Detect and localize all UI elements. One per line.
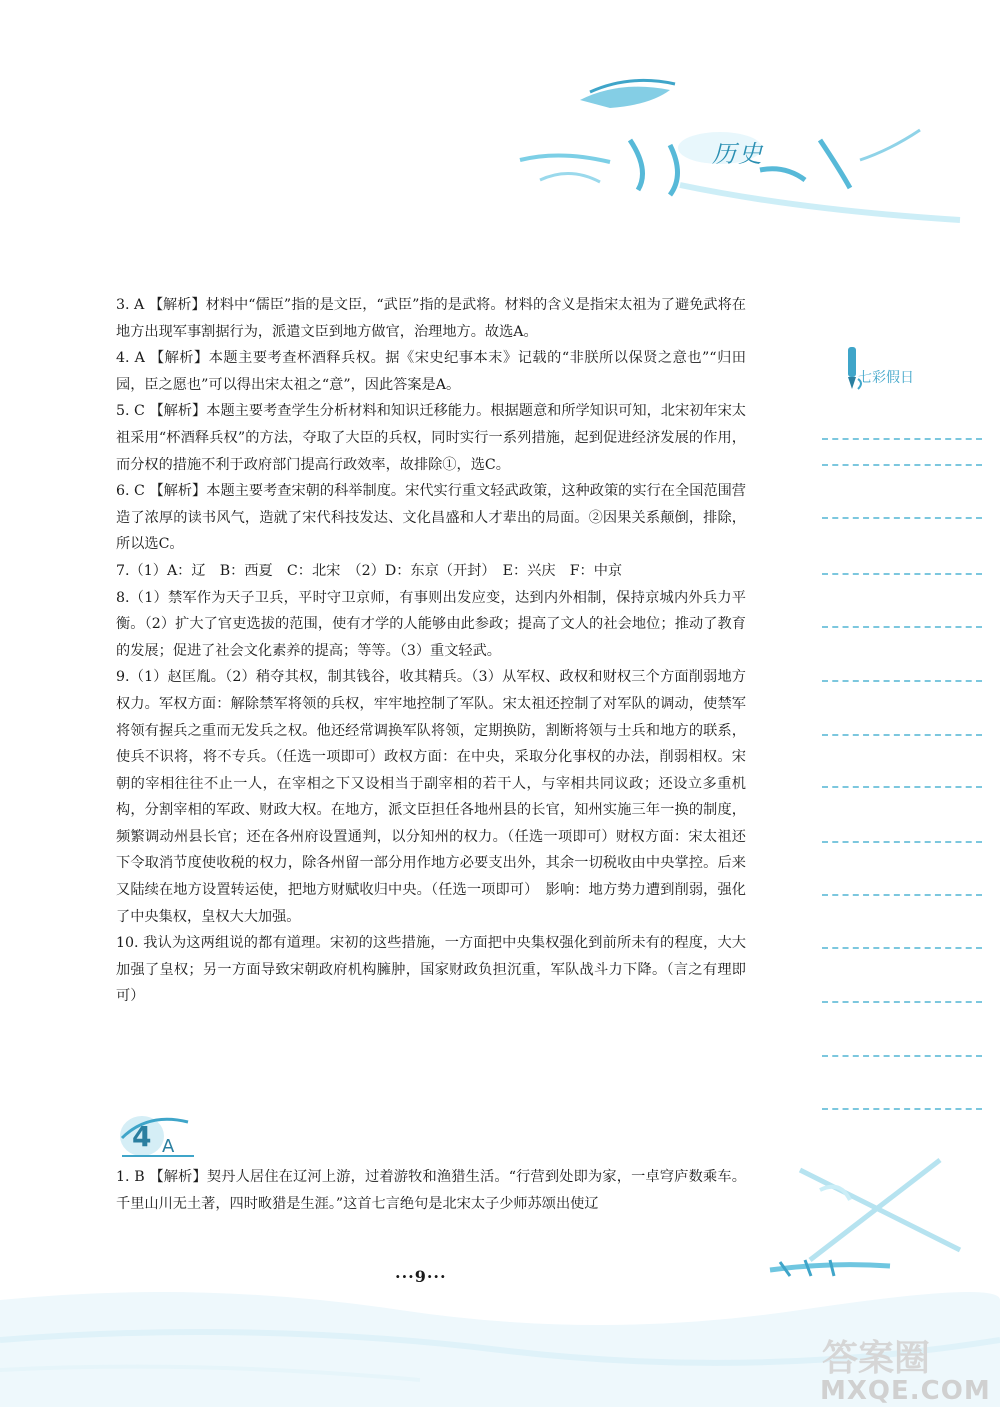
note-line [822, 517, 982, 519]
page-number: ···9··· [395, 1267, 447, 1286]
answer-item: 9.（1）赵匡胤。（2）稍夺其权，制其钱谷，收其精兵。（3）从军权、政权和财权三个方面削弱地方权力。军权方面：解除禁军将领的兵权，牢牢地控制了军队。宋太祖还控制了对军队的调动，使禁军将领有握兵之重而无发兵之权。他还经常调换军队将领，定期换防，割断将领与士兵和地方的联系，使兵不识将，将不专兵。（任选一项即可）政权方面：在中央，采取分化事权的办法，削弱相权。宋朝的宰相往往不止一人，在宰相之下又设相当于副宰相的若干人，与宰相共同议政；还设立多重机构，分割宰相的军政、财政大权。在地方，派文臣担任各地州县的长官，知州实施三年一换的制度，频繁调动州县长官；还在各州府设置通判，以分知州的权力。（任选一项即可）财权方面：宋太祖还下令取消节度使收税的权力，除各州留一部分用作地方必要支出外，其余一切税收由中央掌控。后来又陆续在地方设置转运使，把地方财赋收归中央。（任选一项即可） 影响：地方势力遭到削弱，强化了中央集权，皇权大大加强。 [116, 669, 746, 925]
answer-item: 8.（1）禁军作为天子卫兵，平时守卫京师，有事则出发应变，达到内外相制，保持京城内外兵力平衡。（2）扩大了官吏选拔的范围，使有才学的人能够由此参政；提高了文人的社会地位；推动了教育的发展；促进了社会文化素养的提高；等等。（3）重文轻武。 [116, 589, 746, 659]
answer-section [116, 292, 746, 1010]
section-badge-letter: A [162, 1136, 175, 1157]
note-line [822, 1055, 982, 1057]
answer-item: 4. A 【解析】本题主要考查杯酒释兵权。据《宋史纪事本末》记载的“非朕所以保贤之意也”“归田园，臣之愿也”可以得出宋太祖之“意”，因此答案是A。 [116, 350, 746, 393]
note-line [822, 786, 982, 788]
answer-item: 7.（1）A：辽 B：西夏 C：北宋 （2）D：东京（开封） E：兴庆 F：中京 [116, 562, 623, 579]
answer-item: 3. A 【解析】材料中“儒臣”指的是文臣，“武臣”指的是武将。材料的含义是指宋太祖为了避免武将在地方出现军事割据行为，派遣文臣到地方做官，治理地方。故选A。 [116, 297, 746, 340]
note-line [822, 947, 982, 949]
sidebar-title: 七彩假日 [858, 370, 914, 386]
answer-section-2 [116, 1164, 746, 1217]
note-line [822, 464, 982, 466]
note-line [822, 438, 982, 440]
note-line [822, 734, 982, 736]
note-line [822, 841, 982, 843]
watermark-url: MXQE.COM [820, 1376, 991, 1406]
note-line [822, 894, 982, 896]
section-badge-number: 4 [132, 1120, 152, 1153]
bamboo-decoration [760, 1150, 1000, 1280]
section-badge [118, 1112, 198, 1158]
subject-title: 历史 [712, 140, 764, 168]
answer-item: 5. C 【解析】本题主要考查学生分析材料和知识迁移能力。根据题意和所学知识可知，北宋初年宋太祖采用“杯酒释兵权”的方法，夺取了大臣的兵权，同时实行一系列措施，起到促进经济发展的作用，而分权的措施不利于政府部门提高行政效率，故排除①，选C。 [116, 403, 746, 473]
answer-item: 10. 我认为这两组说的都有道理。宋初的这些措施，一方面把中央集权强化到前所未有的程度，大大加强了皇权；另一方面导致宋朝政府机构臃肿，国家财政负担沉重，军队战斗力下降。（言之有理即可） [116, 935, 746, 1005]
answer-item: 1. B 【解析】契丹人居住在辽河上游，过着游牧和渔猎生活。“行营到处即为家，一卓穹庐数乘车。千里山川无土著，四时畋猎是生涯。”这首七言绝句是北宋太子少师苏颂出使辽 [116, 1169, 746, 1212]
note-line [822, 573, 982, 575]
note-line [822, 1001, 982, 1003]
note-line [822, 680, 982, 682]
answer-item: 6. C 【解析】本题主要考查宋朝的科举制度。宋代实行重文轻武政策，这种政策的实行在全国范围营造了浓厚的读书风气，造就了宋代科技发达、文化昌盛和人才辈出的局面。②因果关系颠倒，排除，所以选C。 [116, 483, 746, 553]
note-line [822, 1108, 982, 1110]
watermark-logo: 答案圈 [822, 1338, 931, 1379]
note-line [822, 626, 982, 628]
